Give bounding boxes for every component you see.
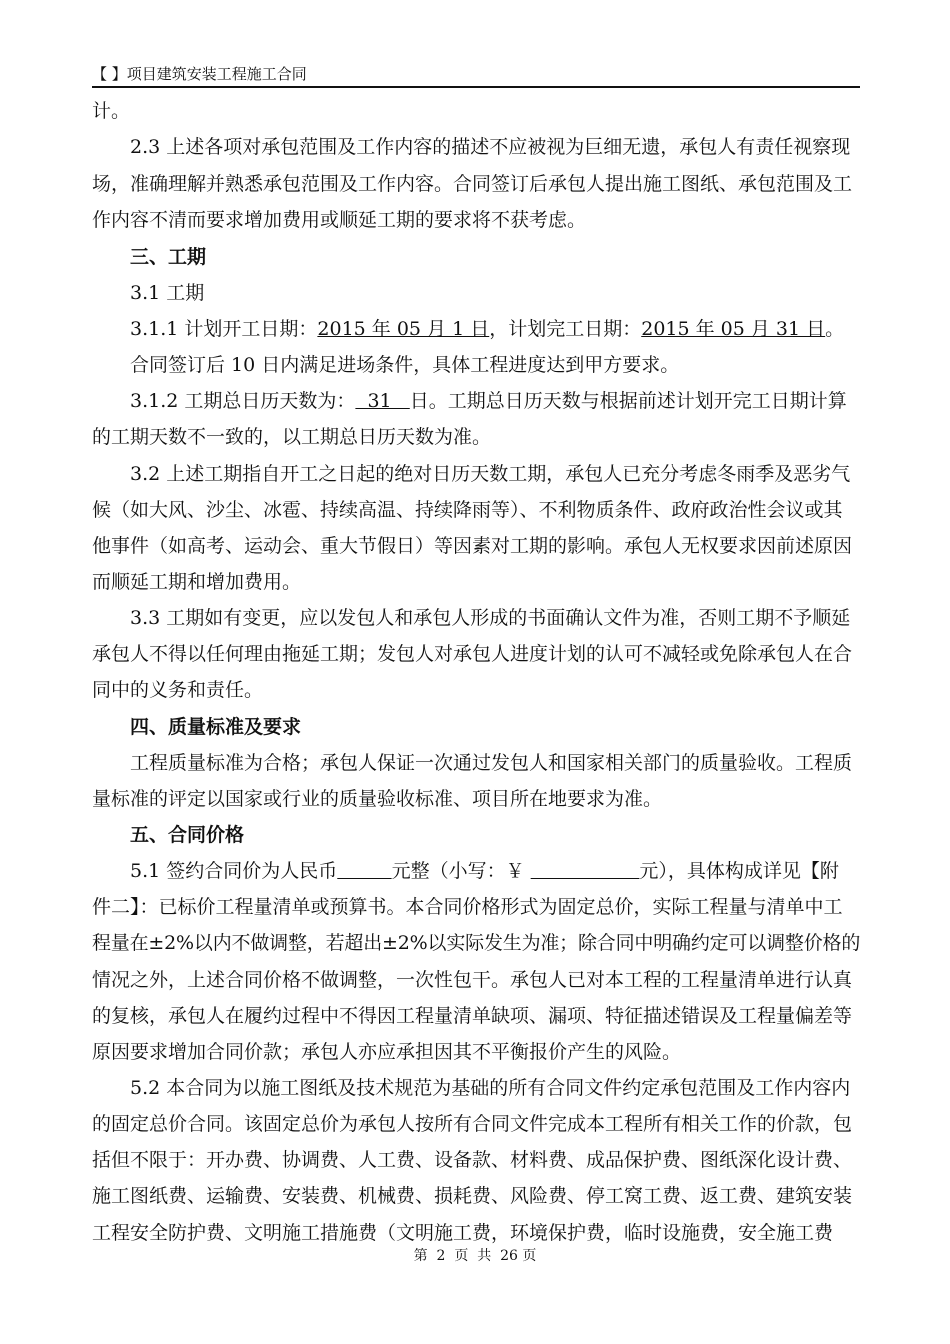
paragraph-line: 括但不限于：开办费、协调费、人工费、设备款、材料费、成品保护费、图纸深化设计费、	[92, 1149, 853, 1171]
paragraph-line: 施工图纸费、运输费、安装费、机械费、损耗费、风险费、停工窝工费、返工费、建筑安装	[92, 1185, 853, 1207]
paragraph-line: 的工期天数不一致的，以工期总日历天数为准。	[92, 426, 492, 448]
paragraph-line: 件二】：已标价工程量清单或预算书。本合同价格形式为固定总价，实际工程量与清单中工	[92, 896, 843, 918]
line-text: 3.1.1 计划开工日期：	[130, 318, 318, 340]
line-text: ，计划完工日期：	[489, 318, 642, 340]
line-text: 5.1 签约合同价为人民币	[130, 860, 338, 882]
line-text: 。	[825, 318, 845, 340]
paragraph-line: 的固定总价合同。该固定总价为承包人按所有合同文件完成本工程所有相关工作的价款，包	[92, 1113, 853, 1135]
paragraph-line: 3.2 上述工期指自开工之日起的绝对日历天数工期，承包人已充分考虑冬雨季及恶劣气	[130, 463, 851, 485]
paragraph-line: 作内容不清而要求增加费用或顺延工期的要求将不获考虑。	[92, 209, 587, 231]
start-date: 2015 年 05 月 1 日	[317, 318, 490, 340]
header-divider	[92, 86, 860, 88]
paragraph-line	[130, 856, 839, 886]
paragraph-line: 而顺延工期和增加费用。	[92, 571, 302, 593]
paragraph-line: 情况之外，上述合同价格不做调整，一次性包干。承包人已对本工程的工程量清单进行认真	[92, 969, 853, 991]
paragraph-line: 5.2 本合同为以施工图纸及技术规范为基础的所有合同文件约定承包范围及工作内容内	[130, 1077, 851, 1099]
paragraph-line: 场，准确理解并熟悉承包范围及工作内容。合同签订后承包人提出施工图纸、承包范围及工	[92, 173, 853, 195]
paragraph-line: 同中的义务和责任。	[92, 679, 264, 701]
paragraph-line: 量标准的评定以国家或行业的质量验收标准、项目所在地要求为准。	[92, 788, 663, 810]
contract-price-figure-blank	[531, 860, 640, 882]
paragraph-line	[130, 314, 844, 344]
paragraph-line: 承包人不得以任何理由拖延工期；发包人对承包人进度计划的认可不减轻或免除承包人在合	[92, 643, 853, 665]
paragraph-line: 候（如大风、沙尘、冰雹、持续高温、持续降雨等）、不利物质条件、政府政治性会议或其	[92, 499, 843, 521]
section-heading: 五、合同价格	[130, 824, 245, 846]
line-text: 元），具体构成详见【附	[639, 860, 839, 882]
paragraph-line: 的复核，承包人在履约过程中不得因工程量清单缺项、漏项、特征描述错误及工程量偏差等	[92, 1005, 853, 1027]
total-days: 31	[355, 390, 410, 412]
paragraph-line: 程量在±2%以内不做调整，若超出±2%以实际发生为准；除合同中明确约定可以调整价格的	[92, 932, 861, 954]
paragraph-line: 合同签订后 10 日内满足进场条件，具体工程进度达到甲方要求。	[130, 354, 680, 376]
end-date: 2015 年 05 月 31 日	[641, 318, 826, 340]
paragraph-line	[130, 386, 847, 416]
line-text: 日。工期总日历天数与根据前述计划开完工日期计算	[409, 390, 847, 412]
subsection-heading: 3.1 工期	[130, 282, 205, 304]
paragraph-line: 3.3 工期如有变更，应以发包人和承包人形成的书面确认文件为准，否则工期不予顺延	[130, 607, 851, 629]
paragraph-line: 2.3 上述各项对承包范围及工作内容的描述不应被视为巨细无遗，承包人有责任视察现	[130, 136, 851, 158]
paragraph-line: 他事件（如高考、运动会、重大节假日）等因素对工期的影响。承包人无权要求因前述原因	[92, 535, 853, 557]
page-number-footer: 第 2 页 共 26 页	[413, 1248, 537, 1264]
paragraph-line: 计。	[92, 100, 131, 122]
line-text: 3.1.2 工期总日历天数为：	[130, 390, 356, 412]
paragraph-line: 原因要求增加合同价款；承包人亦应承担因其不平衡报价产生的风险。	[92, 1041, 682, 1063]
document-header: 【 】项目建筑安装工程施工合同	[92, 65, 307, 83]
section-heading: 四、质量标准及要求	[130, 716, 302, 738]
paragraph-line: 工程安全防护费、文明施工措施费（文明施工费，环境保护费，临时设施费，安全施工费	[92, 1222, 834, 1244]
line-text: 元整（小写：￥	[391, 860, 531, 882]
paragraph-line: 工程质量标准为合格；承包人保证一次通过发包人和国家相关部门的质量验收。工程质	[130, 752, 853, 774]
section-heading: 三、工期	[130, 246, 207, 268]
contract-price-rmb-blank	[337, 860, 391, 882]
